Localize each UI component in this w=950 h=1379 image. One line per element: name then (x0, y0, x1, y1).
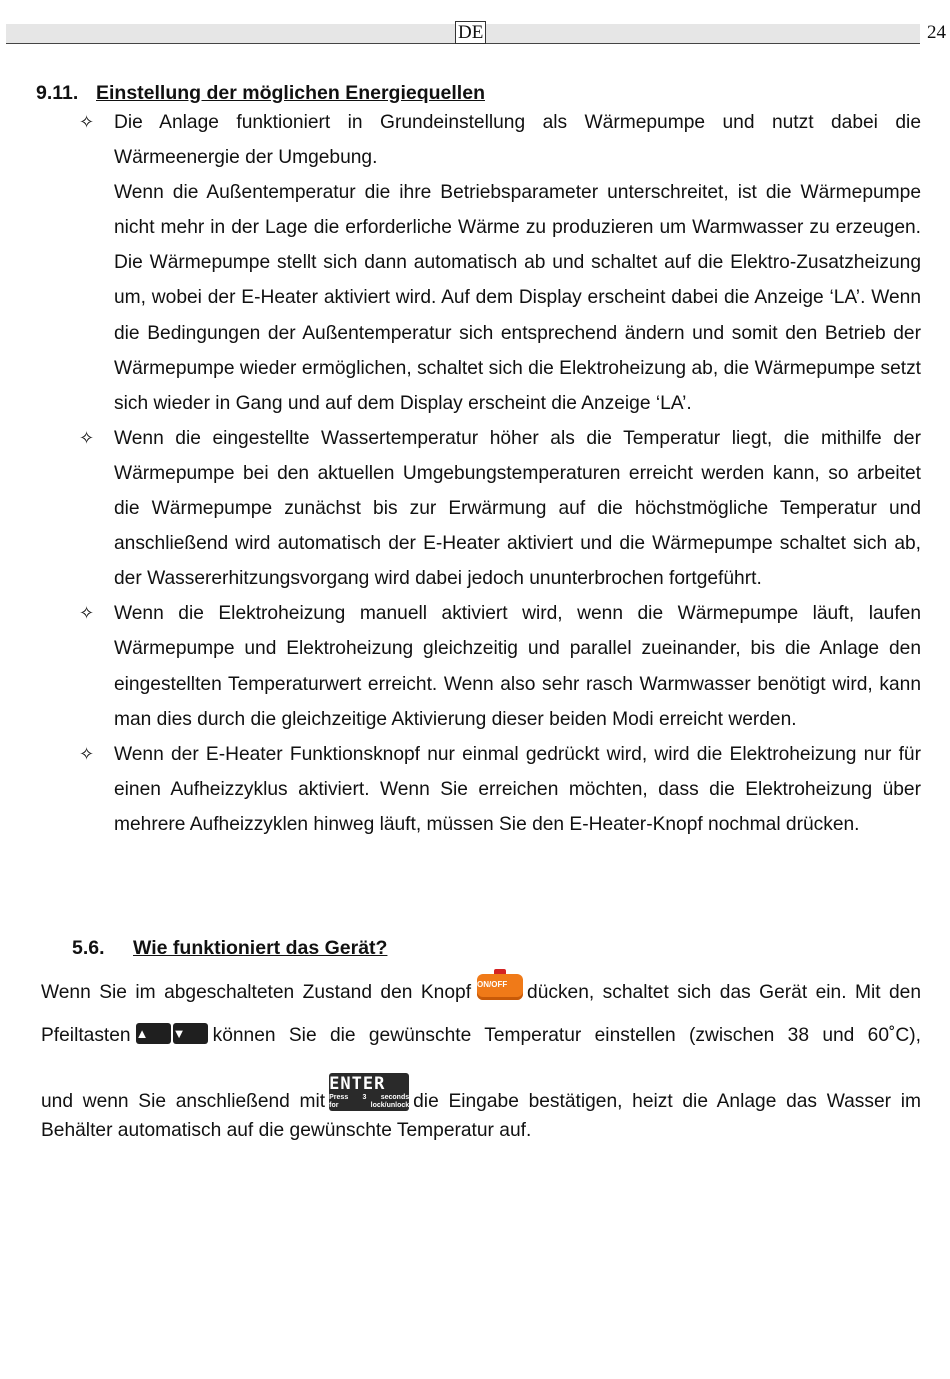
enter-label: ENTER (329, 1074, 386, 1094)
page-number: 24 (927, 22, 946, 43)
diamond-star-icon: ✧ (79, 603, 95, 624)
arrow-keys-icon (136, 1020, 210, 1041)
section-heading (36, 80, 485, 106)
instruction-text: Wenn Sie im abgeschalteten Zustand den Knopf (41, 982, 472, 1004)
bullet-list (79, 105, 921, 842)
language-code: DE (455, 21, 486, 44)
bullet-paragraph: Wenn die Elektroheizung manuell aktiviert wird, wenn die Wärmepumpe läuft, laufen Wärmepumpe und Elektroheizung gleichzeitig und parallel zueinander, bis die Anlage den eingestellten Temperaturwert erreicht. Wenn also sehr rasch Warmwasser benötigt wird, kann man dies durch die gleichzeitige Aktivierung dieser beiden Modi erreicht werden. (114, 603, 921, 730)
arrow-down-icon: ▼ (173, 1023, 208, 1044)
diamond-star-icon: ✧ (79, 112, 95, 132)
enter-button-icon (329, 1073, 409, 1111)
instruction-line (41, 1023, 921, 1049)
subsection-title: Wie funktioniert das Gerät? (133, 937, 388, 959)
list-item (79, 737, 921, 842)
subsection-number: 5.6. (72, 937, 105, 959)
bullet-paragraph: Die Anlage funktioniert in Grundeinstellung als Wärmepumpe und nutzt dabei die Wärmeenergie der Umgebung. (114, 112, 921, 169)
onoff-button-icon (477, 974, 523, 1000)
page-header (6, 18, 946, 44)
subsection-heading (72, 935, 387, 961)
instruction-text: und wenn Sie anschließend mit (41, 1091, 326, 1113)
enter-sublabel: Press 3 seconds (329, 1094, 410, 1101)
instruction-text: die Eingabe bestätigen, heizt die Anlage das Wasser im (413, 1091, 921, 1113)
diamond-star-icon: ✧ (79, 743, 95, 764)
led-indicator (494, 969, 506, 974)
arrow-up-icon: ▲ (136, 1023, 171, 1044)
bullet-paragraph: Wenn die eingestellte Wassertemperatur höher als die Temperatur liegt, die mithilfe der Wärmepumpe bei den aktuellen Umgebungstemperaturen erreicht werden kann, so arbeitet die Wärmepumpe zunächst bis zur Erwärmung auf die höchstmögliche Temperatur und anschließend wird automatisch der E-Heater aktiviert und die Wärmepumpe schaltet sich ab, der Wassererhitzungsvorgang wird dabei jedoch ununterbrochen fortgeführt. (114, 427, 921, 590)
instruction-text: können Sie die gewünschte Temperatur einstellen (zwischen 38 und 60˚C), (212, 1025, 921, 1046)
list-item (79, 421, 921, 596)
instruction-text: Behälter automatisch auf die gewünschte Temperatur auf. (41, 1120, 532, 1141)
bullet-paragraph: Wenn der E-Heater Funktionsknopf nur einmal gedrückt wird, wird die Elektroheizung nur für einen Aufheizzyklus aktiviert. Wenn Sie erreichen möchten, dass die Elektroheizung über mehrere Aufheizzyklen hinweg läuft, müssen Sie den E-Heater-Knopf nochmal drücken. (114, 743, 921, 835)
enter-sublabel: for lock/unlock (329, 1102, 410, 1109)
onoff-label: ON/OFF (477, 980, 508, 989)
list-item (79, 105, 921, 421)
diamond-star-icon: ✧ (79, 427, 95, 448)
instruction-text: dücken, schaltet sich das Gerät ein. Mit den (527, 982, 921, 1004)
bullet-paragraph: Wenn die Außentemperatur die ihre Betriebsparameter unterschreitet, ist die Wärmepumpe nicht mehr in der Lage die erforderliche Wärme zu produzieren um Warmwasser zu erzeugen. Die Wärmepumpe stellt sich dann automatisch ab und schaltet auf die Elektro-Zusatzheizung um, wobei der E-Heater aktiviert wird. Auf dem Display erscheint dabei die Anzeige ‘LA’. Wenn die Bedingungen der Außentemperatur sich entsprechend ändern und somit den Betrieb der Wärmepumpe wieder ermöglichen, schaltet sich die Elektroheizung ab, die Wärmepumpe setzt sich wieder in Gang und auf dem Display erscheint die Anzeige ‘LA’. (114, 182, 921, 414)
list-item (79, 596, 921, 736)
section-title: Einstellung der möglichen Energiequellen (96, 82, 485, 104)
instruction-line (41, 1074, 921, 1121)
section-number: 9.11. (36, 82, 79, 104)
instruction-line (41, 980, 921, 1006)
instruction-text: Pfeiltasten (41, 1025, 131, 1046)
instruction-line (41, 1118, 921, 1144)
